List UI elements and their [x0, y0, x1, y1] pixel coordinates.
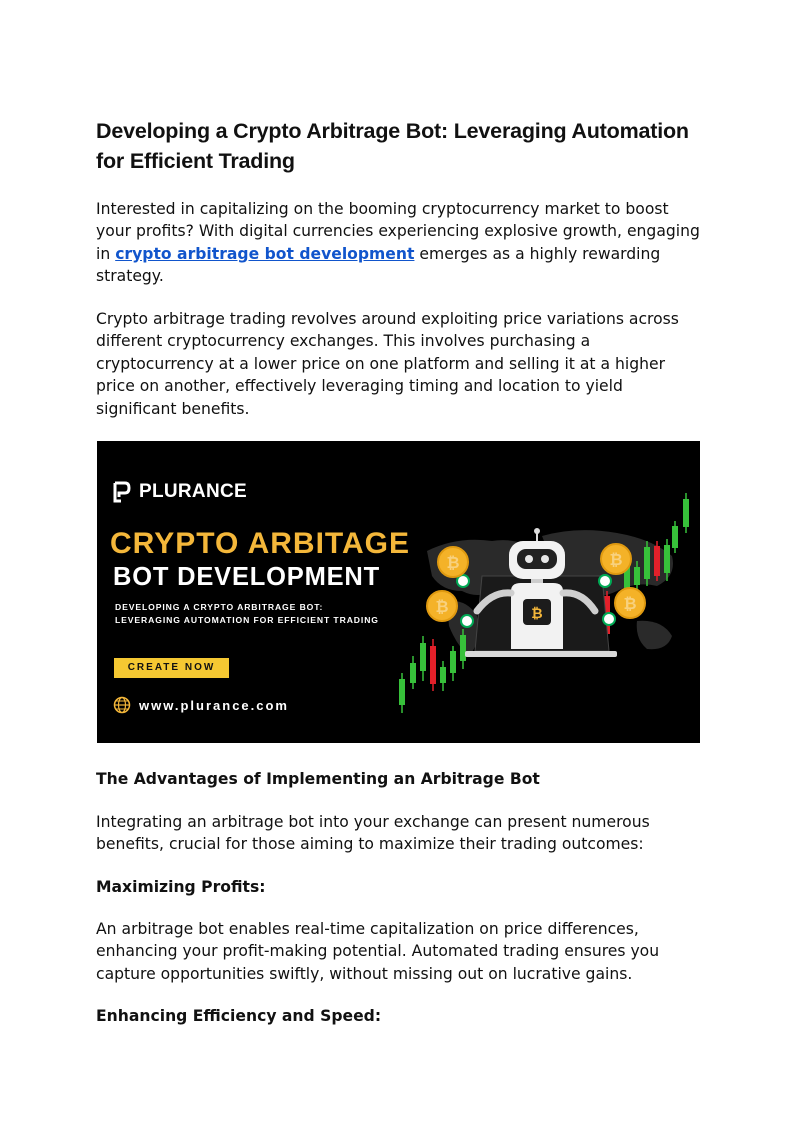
arbitrage-explanation-paragraph: Crypto arbitrage trading revolves around exploiting price variations across different cryptocurrency exchanges. This involves purchasing a cryptocurrency at a lower price on one platform and selling it at a higher price on another, effectively leveraging timing and location to yield significant benefits. — [96, 310, 679, 418]
efficiency-speed-heading: Enhancing Efficiency and Speed: — [96, 1007, 382, 1025]
svg-text:₿: ₿ — [435, 599, 449, 616]
crypto-arbitrage-link[interactable]: crypto arbitrage bot development — [115, 244, 415, 263]
banner-subtitle-line2: LEVERAGING AUTOMATION FOR EFFICIENT TRADING — [115, 615, 379, 625]
banner-title-line2: BOT DEVELOPMENT — [113, 563, 381, 591]
promo-banner-image — [97, 441, 700, 743]
advantages-heading: The Advantages of Implementing an Arbitrage Bot — [96, 770, 540, 788]
maximizing-profits-heading: Maximizing Profits: — [96, 878, 266, 896]
brand-name: PLURANCE — [139, 481, 247, 502]
svg-text:₿: ₿ — [623, 596, 637, 613]
plurance-logo — [113, 481, 247, 503]
plurance-logo-icon — [113, 481, 131, 503]
intro-text-before-link: Interested in capitalizing on the booming cryptocurrency market to boost your profits? With digital currencies experiencing explosive growth, engaging in — [96, 200, 700, 263]
svg-text:₿: ₿ — [609, 552, 623, 569]
globe-icon — [113, 696, 131, 714]
banner-title-line1: CRYPTO ARBITAGE — [110, 527, 411, 560]
svg-text:₿: ₿ — [446, 555, 460, 572]
website-url: www.plurance.com — [139, 697, 289, 713]
svg-text:₿: ₿ — [531, 605, 543, 621]
page-title: Developing a Crypto Arbitrage Bot: Leveraging Automation for Efficient Trading — [96, 119, 689, 173]
candlestick-chart-left — [399, 629, 466, 713]
create-now-button: CREATE NOW — [114, 658, 229, 678]
banner-subtitle — [115, 601, 379, 627]
banner-website — [113, 696, 289, 714]
advantages-paragraph: Integrating an arbitrage bot into your exchange can present numerous benefits, crucial for those aiming to maximize their trading outcomes: — [96, 813, 650, 854]
banner-subtitle-line1: DEVELOPING A CRYPTO ARBITRAGE BOT: — [115, 602, 324, 612]
intro-paragraph — [96, 198, 706, 288]
intro-text-after-link: emerges as a highly rewarding strategy. — [96, 244, 661, 286]
maximizing-profits-paragraph: An arbitrage bot enables real-time capitalization on price differences, enhancing your profit-making potential. Automated trading ensures you capture opportunities swiftly, without missing out on lucrative gains. — [96, 920, 660, 983]
